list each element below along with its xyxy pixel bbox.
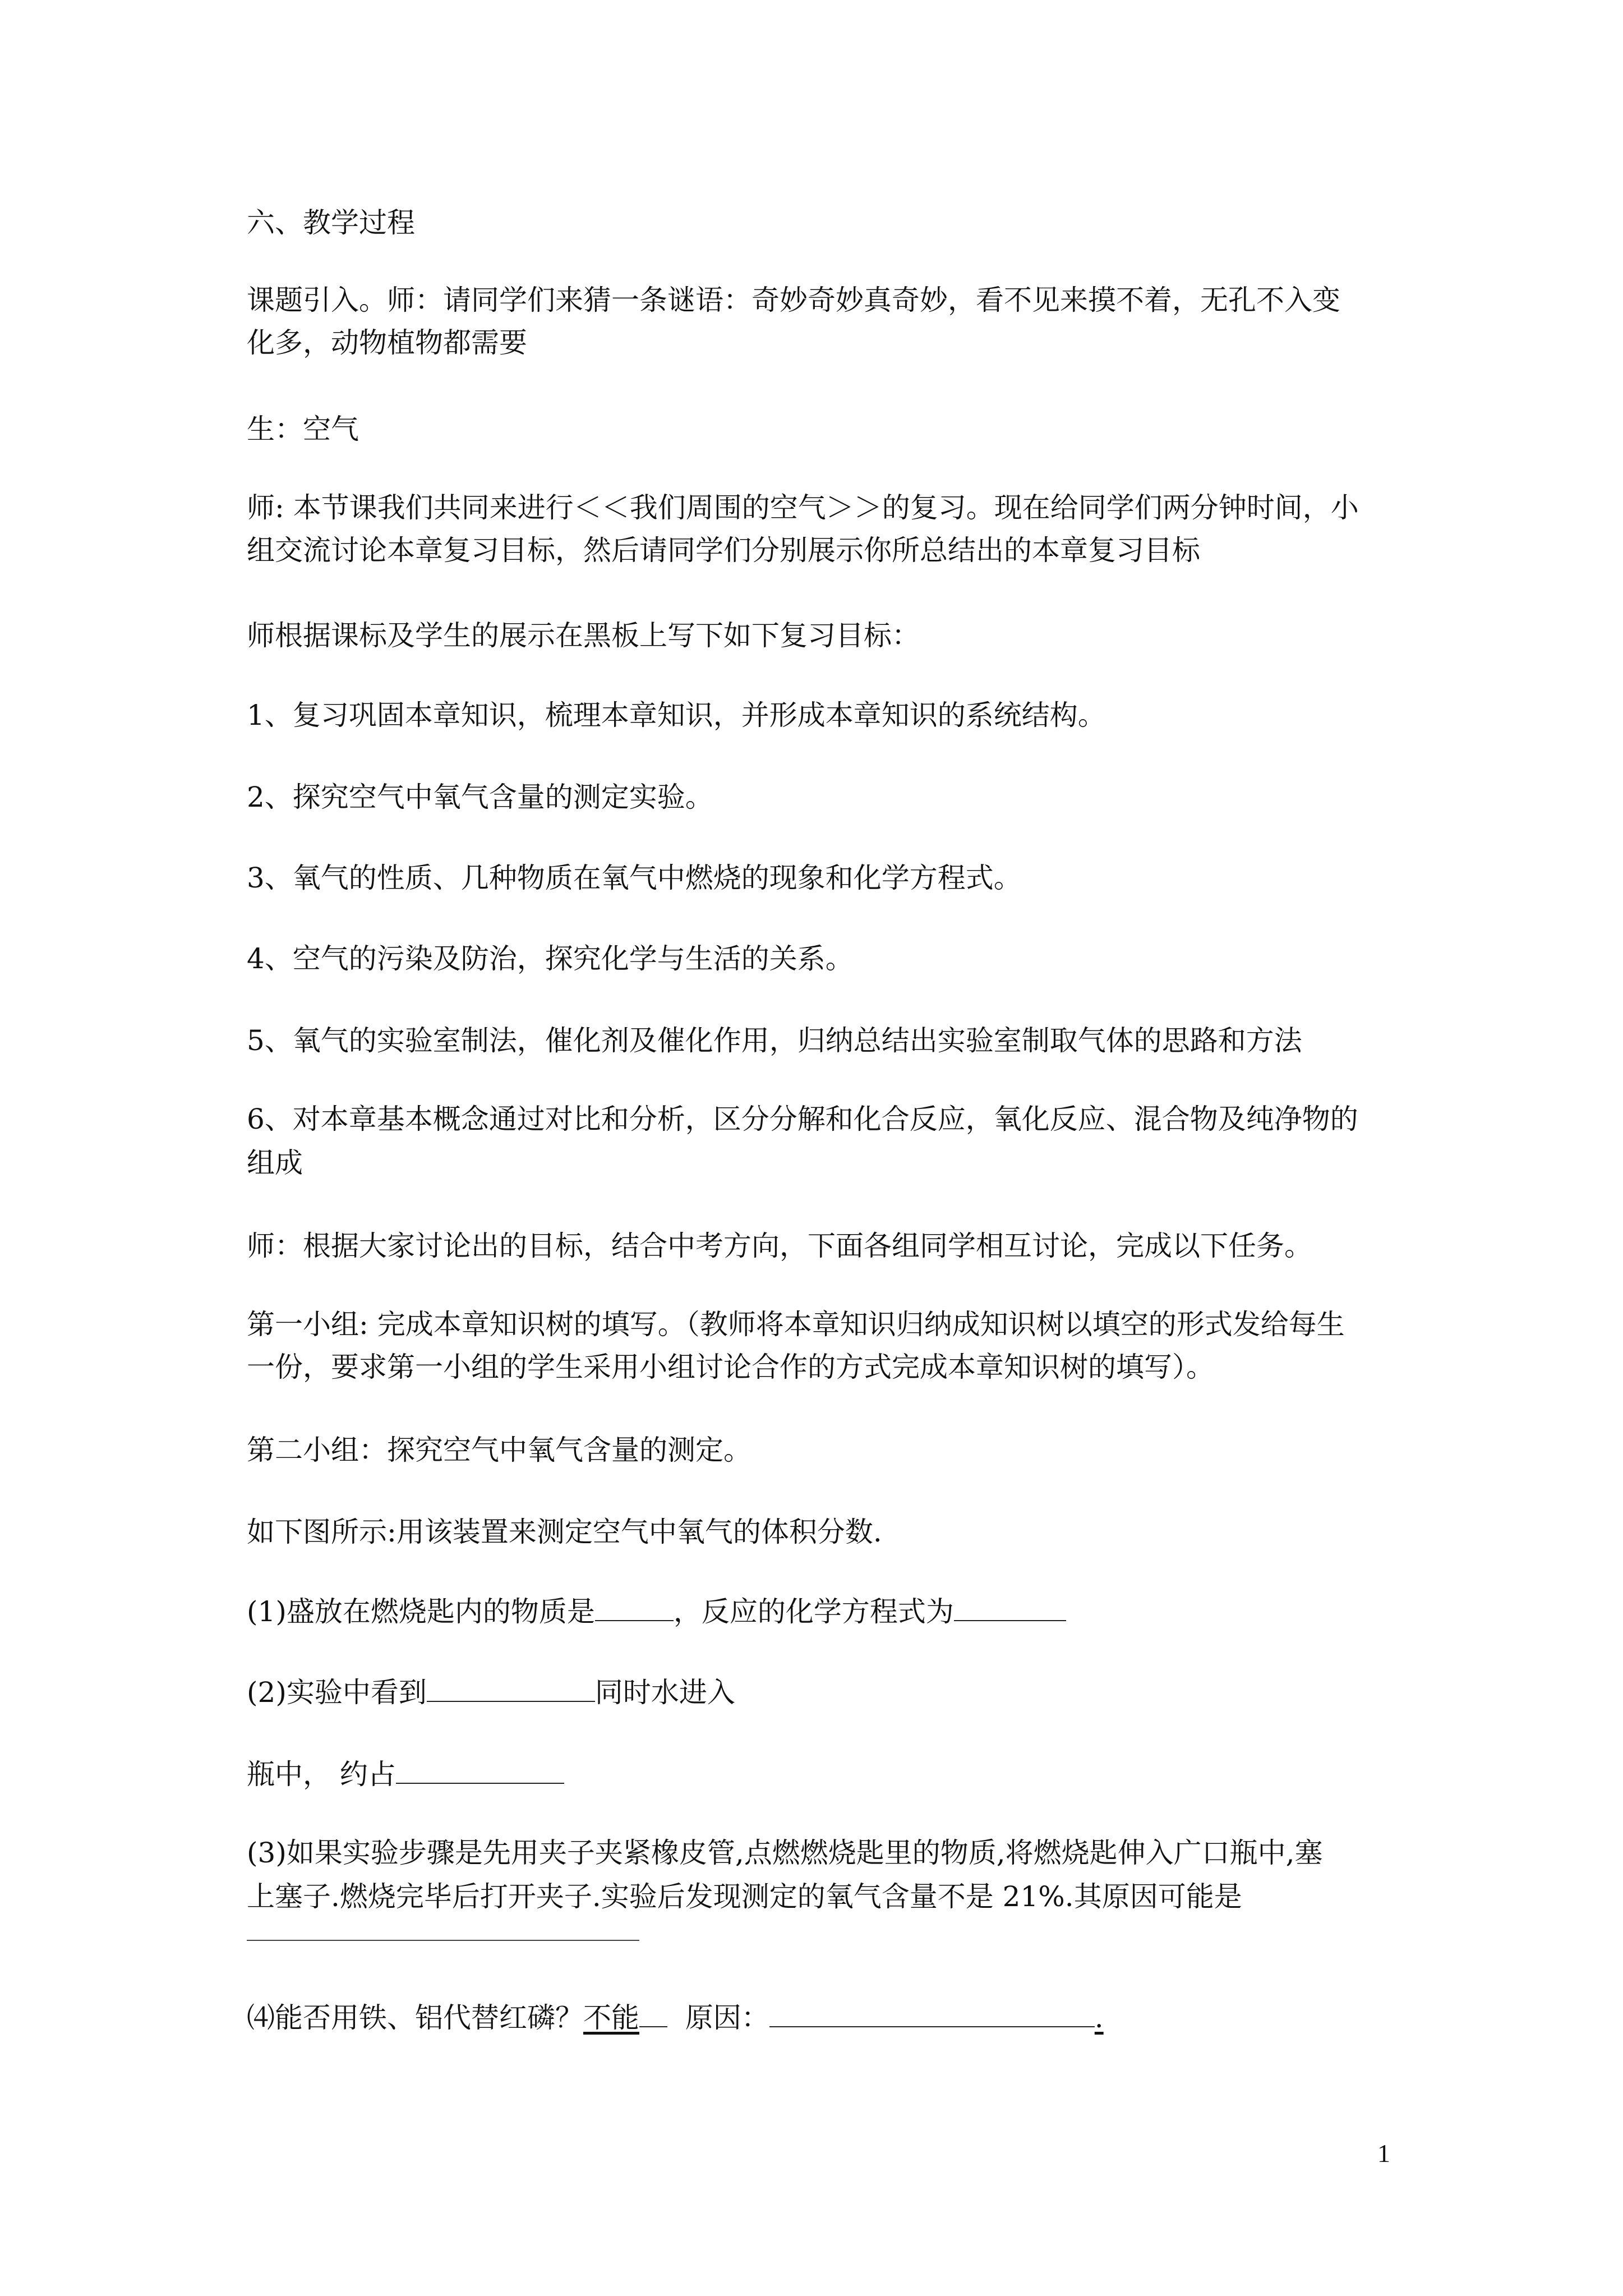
goal-6-line-b: 组成 <box>247 1147 303 1179</box>
section-title: 六、教学过程 <box>247 206 415 239</box>
question-2 <box>247 1676 735 1709</box>
answer-blank <box>954 1598 1066 1621</box>
question-3-line-b: 上塞子.燃烧完毕后打开夹子.实验后发现测定的氧气含量不是 21%.其原因可能是 <box>247 1880 1242 1913</box>
teacher-line-3: 师：根据大家讨论出的目标，结合中考方向，下面各组同学相互讨论，完成以下任务。 <box>247 1230 1312 1262</box>
question-2-text-c: 瓶中， 约占 <box>247 1758 396 1791</box>
question-1 <box>247 1595 1066 1628</box>
figure-intro: 如下图所示:用该装置来测定空气中氧气的体积分数. <box>247 1516 882 1548</box>
student-answer: 生：空气 <box>247 413 359 445</box>
goal-1: 1、复习巩固本章知识，梳理本章知识，并形成本章知识的系统结构。 <box>247 699 1106 731</box>
answer-blank <box>396 1760 564 1784</box>
group-1-line-b: 一份，要求第一小组的学生采用小组讨论合作的方式完成本章知识树的填写）。 <box>247 1351 1214 1383</box>
question-2-text-b: 同时水进入 <box>594 1676 735 1709</box>
answer-blank <box>595 1598 674 1621</box>
teacher-line-1a: 师: 本节课我们共同来进行＜＜我们周围的空气＞＞的复习。现在给同学们两分钟时间，小 <box>247 491 1359 524</box>
question-4 <box>247 2001 1104 2034</box>
answer-blank <box>247 1940 639 1941</box>
goal-3: 3、氧气的性质、几种物质在氧气中燃烧的现象和化学方程式。 <box>247 862 1022 894</box>
intro-line-1: 课题引入。师：请同学们来猜一条谜语：奇妙奇妙真奇妙，看不见来摸不着，无孔不入变 <box>247 284 1340 316</box>
goal-2: 2、探究空气中氧气含量的测定实验。 <box>247 781 713 813</box>
question-4-text-b: 原因： <box>685 2001 769 2034</box>
question-2-text-a: (2)实验中看到 <box>247 1676 427 1709</box>
page-number: 1 <box>1377 2139 1390 2168</box>
goal-6-line-a: 6、对本章基本概念通过对比和分析，区分分解和化合反应，氧化反应、混合物及纯净物的 <box>247 1103 1358 1135</box>
question-4-end: . <box>1094 2001 1104 2034</box>
question-4-answer: 不能 <box>583 2001 639 2034</box>
teacher-line-2: 师根据课标及学生的展示在黑板上写下如下复习目标： <box>247 619 920 652</box>
answer-blank <box>427 1678 595 1702</box>
intro-line-2: 化多，动物植物都需要 <box>247 326 527 359</box>
question-1-text-a: (1)盛放在燃烧匙内的物质是 <box>247 1595 595 1628</box>
goal-4: 4、空气的污染及防治，探究化学与生活的关系。 <box>247 942 854 975</box>
question-2-continued <box>247 1758 564 1791</box>
question-4-text-a: ⑷能否用铁、铝代替红磷？ <box>247 2001 583 2034</box>
answer-blank <box>639 2004 667 2027</box>
group-2-heading: 第二小组：探究空气中氧气含量的测定。 <box>247 1434 751 1466</box>
question-1-text-b: ，反应的化学方程式为 <box>673 1595 954 1628</box>
goal-5: 5、氧气的实验室制法，催化剂及催化作用，归纳总结出实验室制取气体的思路和方法 <box>247 1024 1302 1057</box>
question-3-line-a: (3)如果实验步骤是先用夹子夹紧橡皮管,点燃燃烧匙里的物质,将燃烧匙伸入广口瓶中,塞 <box>247 1837 1323 1869</box>
group-1-line-a: 第一小组: 完成本章知识树的填写。（教师将本章知识归纳成知识树以填空的形式发给每生 <box>247 1308 1345 1341</box>
answer-blank <box>769 2004 1095 2027</box>
teacher-line-1b: 组交流讨论本章复习目标，然后请同学们分别展示你所总结出的本章复习目标 <box>247 534 1200 567</box>
